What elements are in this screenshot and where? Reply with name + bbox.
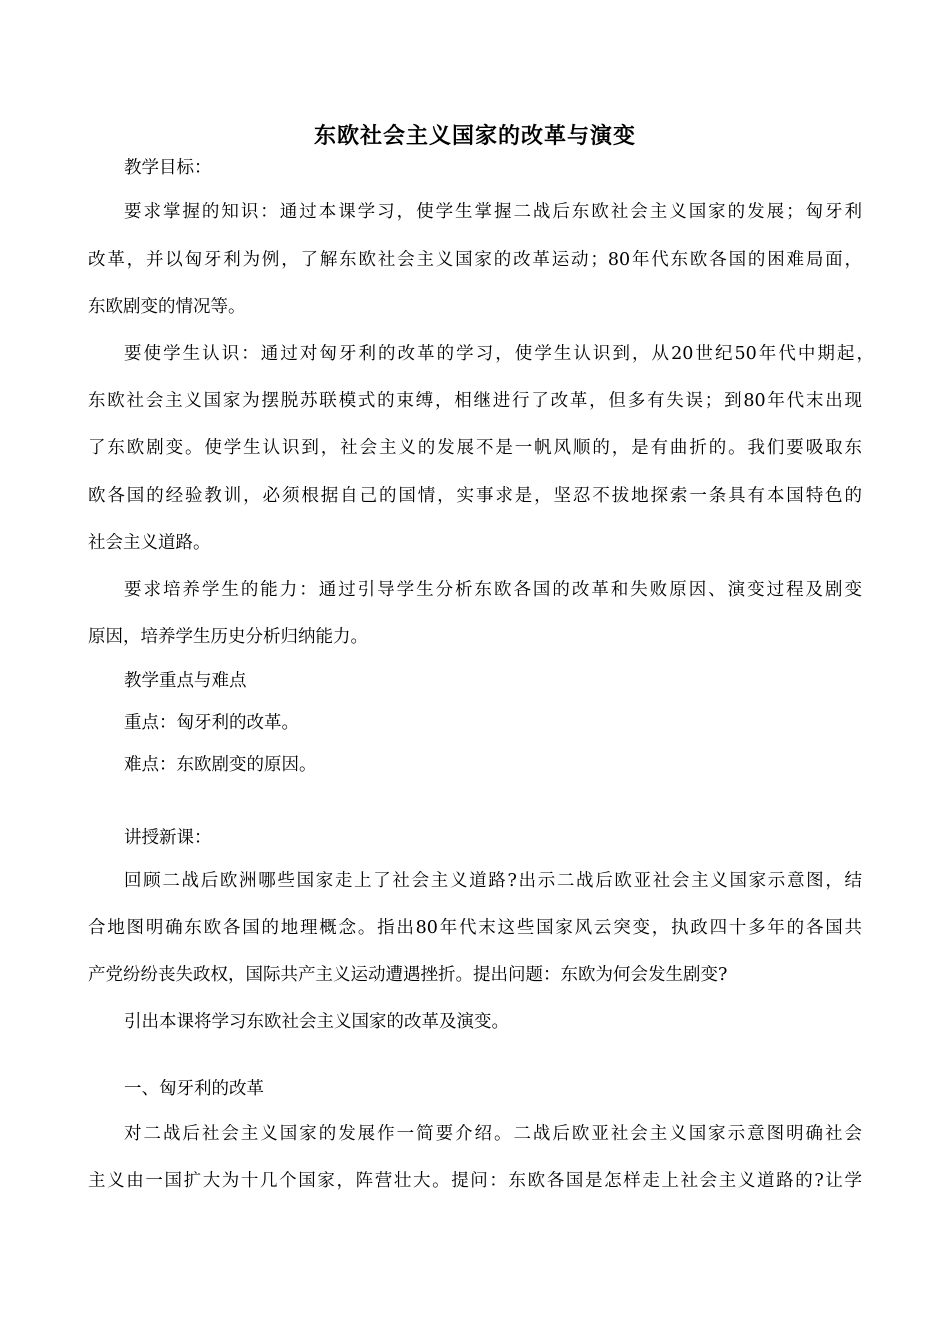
paragraph-line: 东欧剧变的情况等。 [88,297,246,317]
document-title: 东欧社会主义国家的改革与演变 [313,124,636,149]
paragraph-line: 合地图明确东欧各国的地理概念。指出80年代末这些国家风云突变，执政四十多年的各国共 [88,918,862,938]
paragraph-line: 回顾二战后欧洲哪些国家走上了社会主义道路?出示二战后欧亚社会主义国家示意图，结 [124,871,862,891]
section-heading-hungary-reform: 一、匈牙利的改革 [124,1079,264,1099]
key-point-line: 重点：匈牙利的改革。 [124,713,299,733]
paragraph-line: 引出本课将学习东欧社会主义国家的改革及演变。 [124,1012,509,1032]
section-heading-key-points: 教学重点与难点 [124,671,247,691]
paragraph-line: 社会主义道路。 [88,533,211,553]
paragraph-line: 产党纷纷丧失政权，国际共产主义运动遭遇挫折。提出问题：东欧为何会发生剧变? [88,965,728,985]
paragraph-line: 东欧社会主义国家为摆脱苏联模式的束缚，相继进行了改革，但多有失误；到80年代末出现 [88,391,862,411]
paragraph-line: 要使学生认识：通过对匈牙利的改革的学习，使学生认识到，从20世纪50年代中期起， [124,344,874,364]
paragraph-line: 要求培养学生的能力：通过引导学生分析东欧各国的改革和失败原因、演变过程及剧变 [124,580,862,600]
difficulty-line: 难点：东欧剧变的原因。 [124,755,317,775]
paragraph-line: 改革，并以匈牙利为例，了解东欧社会主义国家的改革运动；80年代东欧各国的困难局面， [88,250,862,270]
paragraph-line: 要求掌握的知识：通过本课学习，使学生掌握二战后东欧社会主义国家的发展；匈牙利 [124,202,862,222]
paragraph-line: 原因，培养学生历史分析归纳能力。 [88,627,368,647]
paragraph-line: 对二战后社会主义国家的发展作一简要介绍。二战后欧亚社会主义国家示意图明确社会 [124,1124,862,1144]
paragraph-line: 主义由一国扩大为十几个国家，阵营壮大。提问：东欧各国是怎样走上社会主义道路的?让学 [88,1171,862,1191]
section-heading-objectives: 教学目标： [124,158,212,178]
paragraph-line: 了东欧剧变。使学生认识到，社会主义的发展不是一帆风顺的，是有曲折的。我们要吸取东 [88,438,862,458]
section-heading-new-lesson: 讲授新课： [124,828,212,848]
paragraph-line: 欧各国的经验教训，必须根据自己的国情，实事求是，坚忍不拔地探索一条具有本国特色的 [88,486,862,506]
